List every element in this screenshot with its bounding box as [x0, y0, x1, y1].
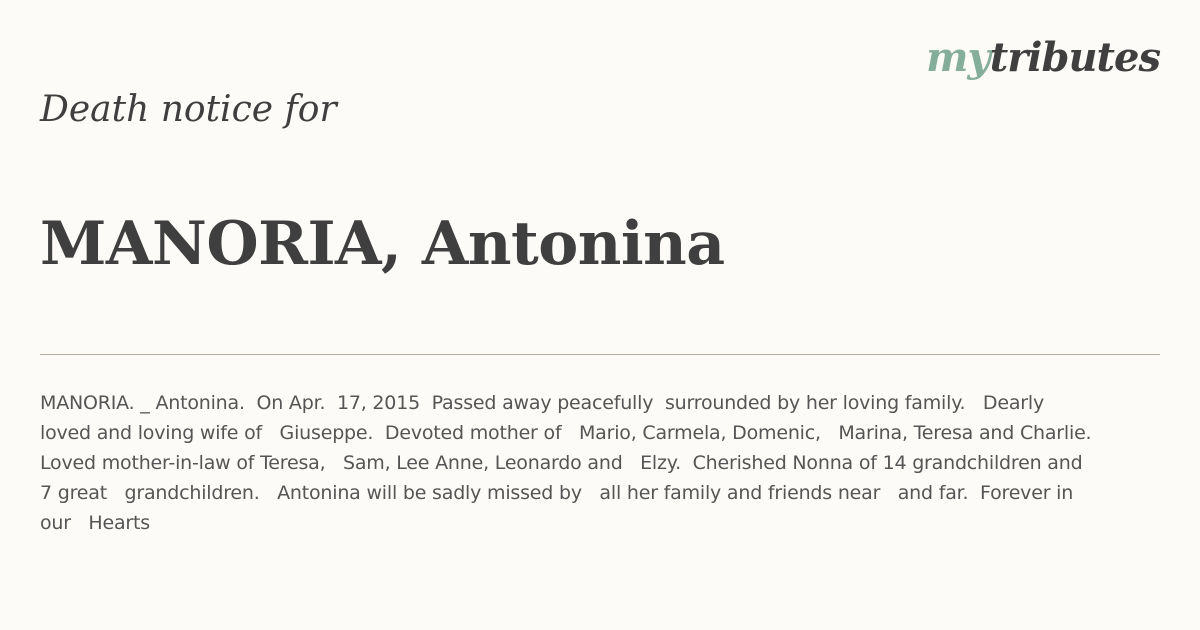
section-divider [40, 354, 1160, 355]
logo-text-my: my [926, 34, 990, 81]
notice-heading: Death notice for [40, 89, 337, 130]
deceased-name: MANORIA, Antonina [40, 209, 725, 279]
mytributes-logo[interactable] [926, 36, 1160, 80]
logo-text-tributes: tributes [989, 34, 1160, 81]
notice-body: MANORIA. _ Antonina. On Apr. 17, 2015 Passed away peacefully surrounded by her loving family. Dearly loved and loving wife of Giuseppe. Devoted mother of Mario, Carmela, Domenic, Marina, Teresa and Charlie. Loved mother-in-law of Teresa, Sam, Lee Anne, Leonardo and Elzy. Cherished Nonna of 14 grandchildren and 7 great grandchildren. Antonina will be sadly missed by all her family and friends near and far. Forever in our Hearts [40, 392, 1109, 534]
